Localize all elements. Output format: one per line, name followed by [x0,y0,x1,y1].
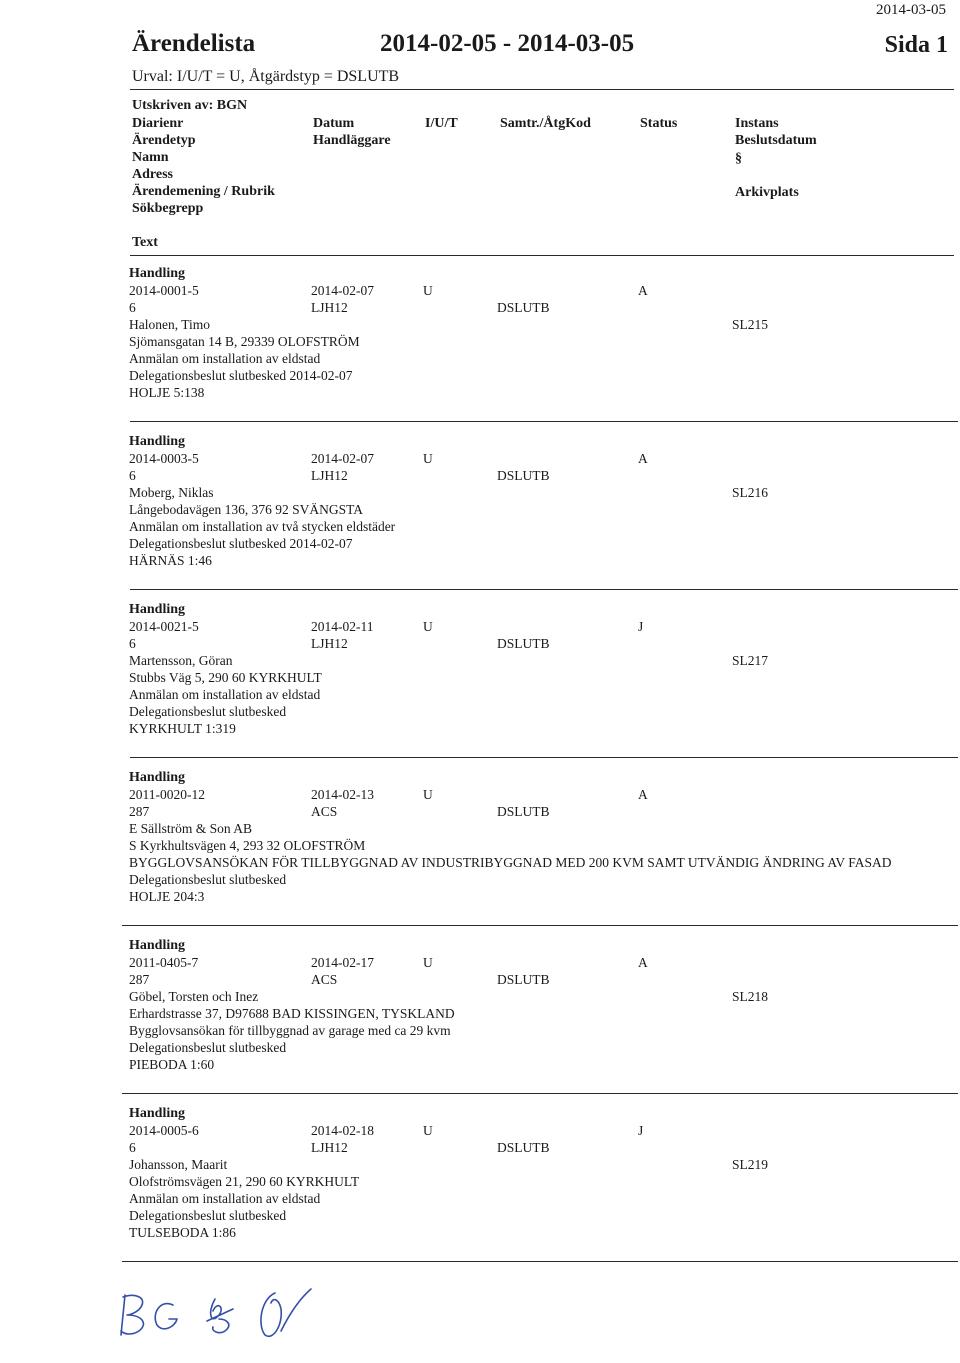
record-diarienr: 2014-0003-5 [129,451,199,466]
record-arkivplats: SL215 [732,317,769,332]
record-adress: Långebodavägen 136, 376 92 SVÄNGSTA [129,502,364,517]
col-status: Status [640,116,678,131]
col-arkivplats: Arkivplats [735,185,799,200]
record-datum: 2014-02-13 [311,787,374,802]
record-datum: 2014-02-17 [311,955,374,970]
record-status: A [638,955,648,970]
record-rubrik: Bygglovsansökan för tillbyggnad av garage med ca 29 kvm [129,1023,451,1038]
record-arkivplats: SL217 [732,653,769,668]
record-adress: Erhardstrasse 37, D97688 BAD KISSINGEN, TYSKLAND [129,1006,455,1021]
record-separator [130,757,958,758]
col-arendemening: Ärendemening / Rubrik [132,184,275,199]
record-separator [122,1261,958,1262]
handwritten-signature [115,1285,335,1345]
record-adress: S Kyrkhultsvägen 4, 293 32 OLOFSTRÖM [129,838,366,853]
record-sokbegrepp: HOLJE 5:138 [129,385,205,400]
col-instans: Instans [735,116,779,131]
col-sokbegrepp: Sökbegrepp [132,201,204,216]
record-arkivplats: SL219 [732,1157,769,1172]
record-separator [122,925,958,926]
record-text: Delegationsbeslut slutbesked [129,1208,287,1223]
record-diarienr: 2014-0001-5 [129,283,199,298]
record-diarienr: 2011-0405-7 [129,955,199,970]
record-datum: 2014-02-11 [311,619,374,634]
record-rubrik: BYGGLOVSANSÖKAN FÖR TILLBYGGNAD AV INDUSTRIBYGGNAD MED 200 KVM SAMT UTVÄNDIG ÄNDRING AV FASAD [129,855,892,870]
record-text: Delegationsbeslut slutbesked 2014-02-07 [129,536,353,551]
record-adress: Olofströmsvägen 21, 290 60 KYRKHULT [129,1174,360,1189]
record-diarienr: 2014-0021-5 [129,619,199,634]
print-date: 2014-03-05 [876,2,946,18]
record-arkivplats: SL216 [732,485,769,500]
record-heading: Handling [129,770,186,785]
record-namn: Johansson, Maarit [129,1157,228,1172]
record-namn: Moberg, Niklas [129,485,214,500]
record-sokbegrepp: PIEBODA 1:60 [129,1057,215,1072]
record-iut: U [423,283,433,298]
record-samtr: DSLUTB [497,804,550,819]
record-namn: Martensson, Göran [129,653,233,668]
record-heading: Handling [129,1106,186,1121]
record-handlaggare: ACS [311,804,338,819]
record-heading: Handling [129,266,186,281]
col-namn: Namn [132,150,169,165]
record-namn: E Sällström & Son AB [129,821,253,836]
record-handlaggare: LJH12 [311,300,348,315]
record-iut: U [423,451,433,466]
record-status: A [638,787,648,802]
record-namn: Halonen, Timo [129,317,211,332]
record-iut: U [423,619,433,634]
record-separator [130,421,958,422]
record-sokbegrepp: KYRKHULT 1:319 [129,721,236,736]
record-heading: Handling [129,434,186,449]
record-rubrik: Anmälan om installation av eldstad [129,351,321,366]
record-arkivplats: SL218 [732,989,769,1004]
printed-by: Utskriven av: BGN [132,98,248,113]
record-iut: U [423,955,433,970]
record-iut: U [423,1123,433,1138]
legend-rule [130,255,954,256]
record-diarienr: 2011-0020-12 [129,787,205,802]
record-samtr: DSLUTB [497,1140,550,1155]
col-arendetyp: Ärendetyp [132,133,196,148]
record-datum: 2014-02-07 [311,451,374,466]
record-arendetyp: 6 [129,636,136,651]
record-rubrik: Anmälan om installation av två stycken eldstäder [129,519,396,534]
record-handlaggare: LJH12 [311,1140,348,1155]
col-text: Text [132,235,158,250]
selection-criteria: Urval: I/U/T = U, Åtgärdstyp = DSLUTB [132,68,400,85]
record-status: J [638,619,644,634]
record-samtr: DSLUTB [497,300,550,315]
col-paragraf: § [735,151,742,166]
col-iut: I/U/T [425,116,458,131]
record-arendetyp: 6 [129,300,136,315]
record-text: Delegationsbeslut slutbesked 2014-02-07 [129,368,353,383]
header-rule [130,89,954,90]
record-namn: Göbel, Torsten och Inez [129,989,259,1004]
record-heading: Handling [129,602,186,617]
record-adress: Stubbs Väg 5, 290 60 KYRKHULT [129,670,322,685]
record-arendetyp: 287 [129,972,150,987]
record-diarienr: 2014-0005-6 [129,1123,199,1138]
record-separator [130,589,958,590]
record-samtr: DSLUTB [497,468,550,483]
col-beslutsdatum: Beslutsdatum [735,133,817,148]
record-text: Delegationsbeslut slutbesked [129,872,287,887]
record-sokbegrepp: HÄRNÄS 1:46 [129,553,212,568]
record-iut: U [423,787,433,802]
page-title: Ärendelista [132,30,256,57]
record-arendetyp: 287 [129,804,150,819]
record-status: J [638,1123,644,1138]
date-range: 2014-02-05 - 2014-03-05 [380,30,635,57]
record-datum: 2014-02-18 [311,1123,374,1138]
record-handlaggare: LJH12 [311,636,348,651]
record-arendetyp: 6 [129,1140,136,1155]
record-sokbegrepp: TULSEBODA 1:86 [129,1225,236,1240]
col-handlaggare: Handläggare [313,133,391,148]
record-text: Delegationsbeslut slutbesked [129,704,287,719]
record-datum: 2014-02-07 [311,283,374,298]
record-handlaggare: LJH12 [311,468,348,483]
record-arendetyp: 6 [129,468,136,483]
record-rubrik: Anmälan om installation av eldstad [129,687,321,702]
page-number: Sida 1 [884,32,948,58]
record-adress: Sjömansgatan 14 B, 29339 OLOFSTRÖM [129,334,360,349]
record-sokbegrepp: HOLJE 204:3 [129,889,205,904]
record-samtr: DSLUTB [497,972,550,987]
record-samtr: DSLUTB [497,636,550,651]
col-diarienr: Diarienr [132,116,184,131]
record-status: A [638,451,648,466]
col-samtr: Samtr./ÅtgKod [500,116,591,131]
record-status: A [638,283,648,298]
record-text: Delegationsbeslut slutbesked [129,1040,287,1055]
record-rubrik: Anmälan om installation av eldstad [129,1191,321,1206]
record-heading: Handling [129,938,186,953]
record-separator [122,1093,958,1094]
col-datum: Datum [313,116,355,131]
record-handlaggare: ACS [311,972,338,987]
col-adress: Adress [132,167,173,182]
